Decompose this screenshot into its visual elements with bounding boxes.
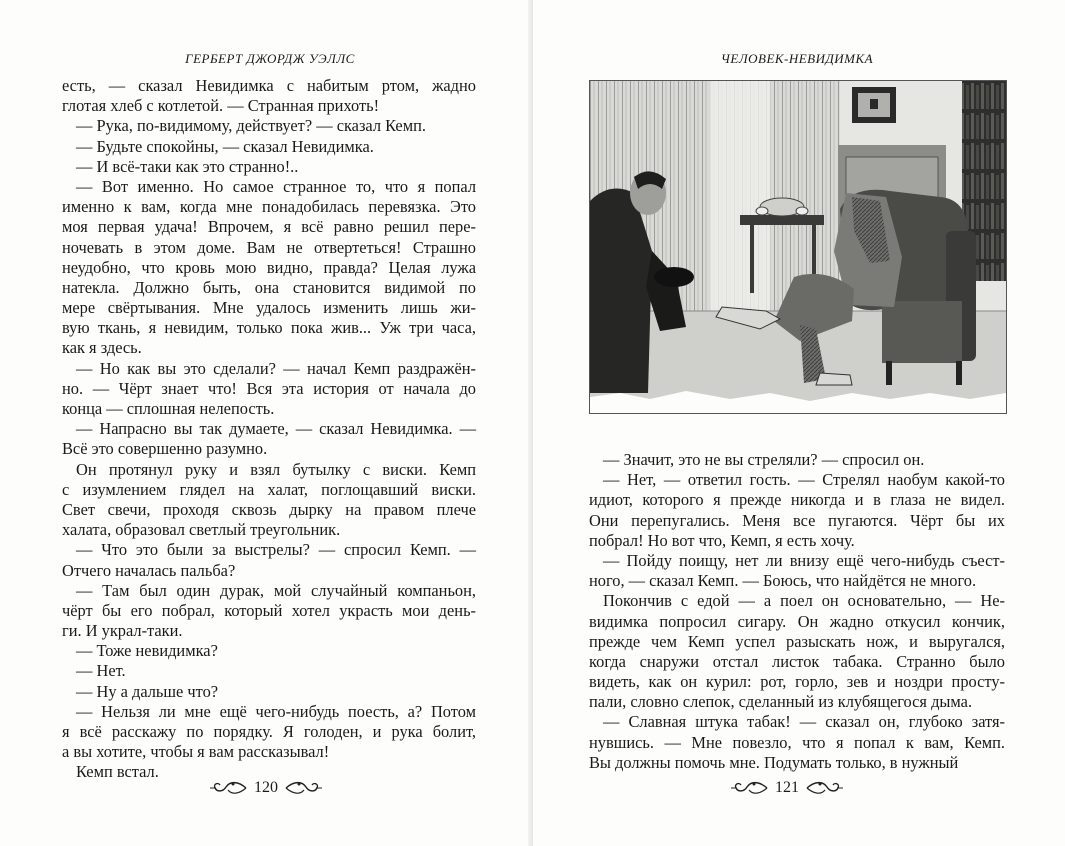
ornament-icon — [284, 777, 324, 799]
text-line: прежде чем Кемп успел разыскать нож, и выругался, — [589, 631, 1005, 651]
right-page — [533, 0, 1065, 846]
text-line: — Нет. — [76, 661, 126, 681]
text-line: чёрт бы его побрал, который хотел украсть мои день- — [62, 600, 476, 620]
text-line: мере свёртывания. Мне удалось изменить лишь жи- — [62, 298, 476, 318]
text-line: Вы должны помочь мне. Подумать только, в нужный — [589, 752, 959, 772]
text-line: побрал! Но вот что, Кемп, я есть хочу. — [589, 530, 855, 550]
text-line: идиот, которого я прежде никогда и в глаза не видел. — [589, 490, 1005, 510]
text-line: — Нет, — ответил гость. — Стрелял наобум какой-то — [603, 470, 1005, 490]
text-line: вую ткань, я невидим, только пока жив... Уж три часа, — [62, 318, 476, 338]
ornament-icon — [208, 777, 248, 799]
text-line: натекла. Должно быть, она становится видимой по — [62, 277, 476, 297]
text-line: ночевать в этом доме. Вам не отвертеться! Страшно — [62, 237, 476, 257]
text-line: Кемп встал. — [76, 762, 159, 782]
page-number-right — [717, 774, 857, 802]
text-line: — Ну а дальше что? — [76, 681, 219, 701]
text-line: — Славная штука табак! — сказал он, глубоко затя- — [603, 712, 1005, 732]
text-line: — Что это были за выстрелы? — спросил Кемп. — — [76, 540, 476, 560]
text-line: — Но как вы это сделали? — начал Кемп раздражён- — [76, 358, 476, 378]
text-line: именно к вам, когда мне понадобилась перевязка. Это — [62, 197, 476, 217]
text-line: Всё это совершенно разумно. — [62, 439, 268, 459]
text-line: Свет свечи, проходя сквозь дырку на правом плече — [62, 499, 476, 519]
text-line: — Будьте спокойны, — сказал Невидимка. — [76, 136, 374, 156]
text-line: ги. И украл-таки. — [62, 621, 183, 641]
left-page-text — [62, 76, 476, 783]
text-line: — Рука, по-видимому, действует? — сказал Кемп. — [76, 116, 426, 136]
text-line: видимка попросил сигару. Он жадно откусил кончик, — [589, 611, 1005, 631]
running-head-author: ГЕРБЕРТ ДЖОРДЖ УЭЛЛС — [185, 51, 355, 66]
text-line: видеть, как он курил: рот, горло, зев и ноздри просту- — [589, 672, 1005, 692]
text-line: — Напрасно вы так думаете, — сказал Невидимка. — — [76, 419, 476, 439]
page-number: 121 — [775, 779, 799, 796]
text-line: — Тоже невидимка? — [76, 641, 218, 661]
text-line: есть, — сказал Невидимка с набитым ртом, жадно — [62, 76, 476, 95]
text-line: пали, словно слепок, сделанный из клубящегося дыма. — [589, 692, 973, 712]
text-line: — Вот именно. Но самое странное то, что я попал — [76, 176, 476, 196]
ornament-icon — [805, 777, 845, 799]
text-line: ного, — сказал Кемп. — Боюсь, что найдётся не много. — [589, 571, 977, 591]
text-line: глотая хлеб с котлетой. — Странная прихоть! — [62, 96, 380, 116]
text-line: Он протянул руку и взял бутылку с виски. Кемп — [76, 459, 476, 479]
text-line: Покончив с едой — а поел он основательно, — Не- — [603, 591, 1005, 611]
left-page — [0, 0, 532, 846]
text-line: Отчего началась пальба? — [62, 560, 236, 580]
text-line: конца — сплошная нелепость. — [62, 399, 275, 418]
text-line: с изумлением глядел на халат, поглощавший виски. — [62, 479, 476, 499]
right-page-text — [589, 450, 1005, 773]
text-line: — Пойду поищу, нет ли внизу ещё чего-нибудь съест- — [603, 550, 1005, 570]
ornament-icon — [729, 777, 769, 799]
illustration-engraving — [589, 80, 1007, 414]
running-head-title: ЧЕЛОВЕК-НЕВИДИМКА — [720, 51, 874, 66]
text-line: нувшись. — Мне повезло, что я попал к вам, Кемп. — [589, 732, 1005, 752]
text-line: как я здесь. — [62, 338, 142, 358]
text-line: когда снаружи отстал листок табака. Странно было — [589, 651, 1005, 671]
page-number: 120 — [254, 779, 278, 796]
page-number-left — [196, 774, 336, 802]
text-line: — Там был один дурак, мой случайный компаньон, — [76, 580, 476, 600]
text-line: — Нельзя ли мне ещё чего-нибудь поесть, а? Потом — [76, 701, 476, 721]
text-line: а вы хотите, чтобы я вам рассказывал! — [62, 742, 330, 762]
text-line: халата, образовал светлый треугольник. — [62, 520, 341, 540]
text-line: — Значит, это не вы стреляли? — спросил он. — [603, 450, 925, 469]
text-line: но. — Чёрт знает что! Вся эта история от начала до — [62, 378, 476, 398]
text-line: я всё расскажу по порядку. Я голоден, и рука болит, — [62, 722, 476, 741]
text-line: Они перепугались. Меня все пугаются. Чёрт бы их — [589, 510, 1005, 530]
text-line: — И всё-таки как это странно!.. — [76, 156, 299, 176]
text-line: неудобно, что кровь мою видно, правда? Целая лужа — [62, 257, 476, 277]
text-line: моя первая удача! Впрочем, я всё равно решил пере- — [62, 217, 476, 237]
